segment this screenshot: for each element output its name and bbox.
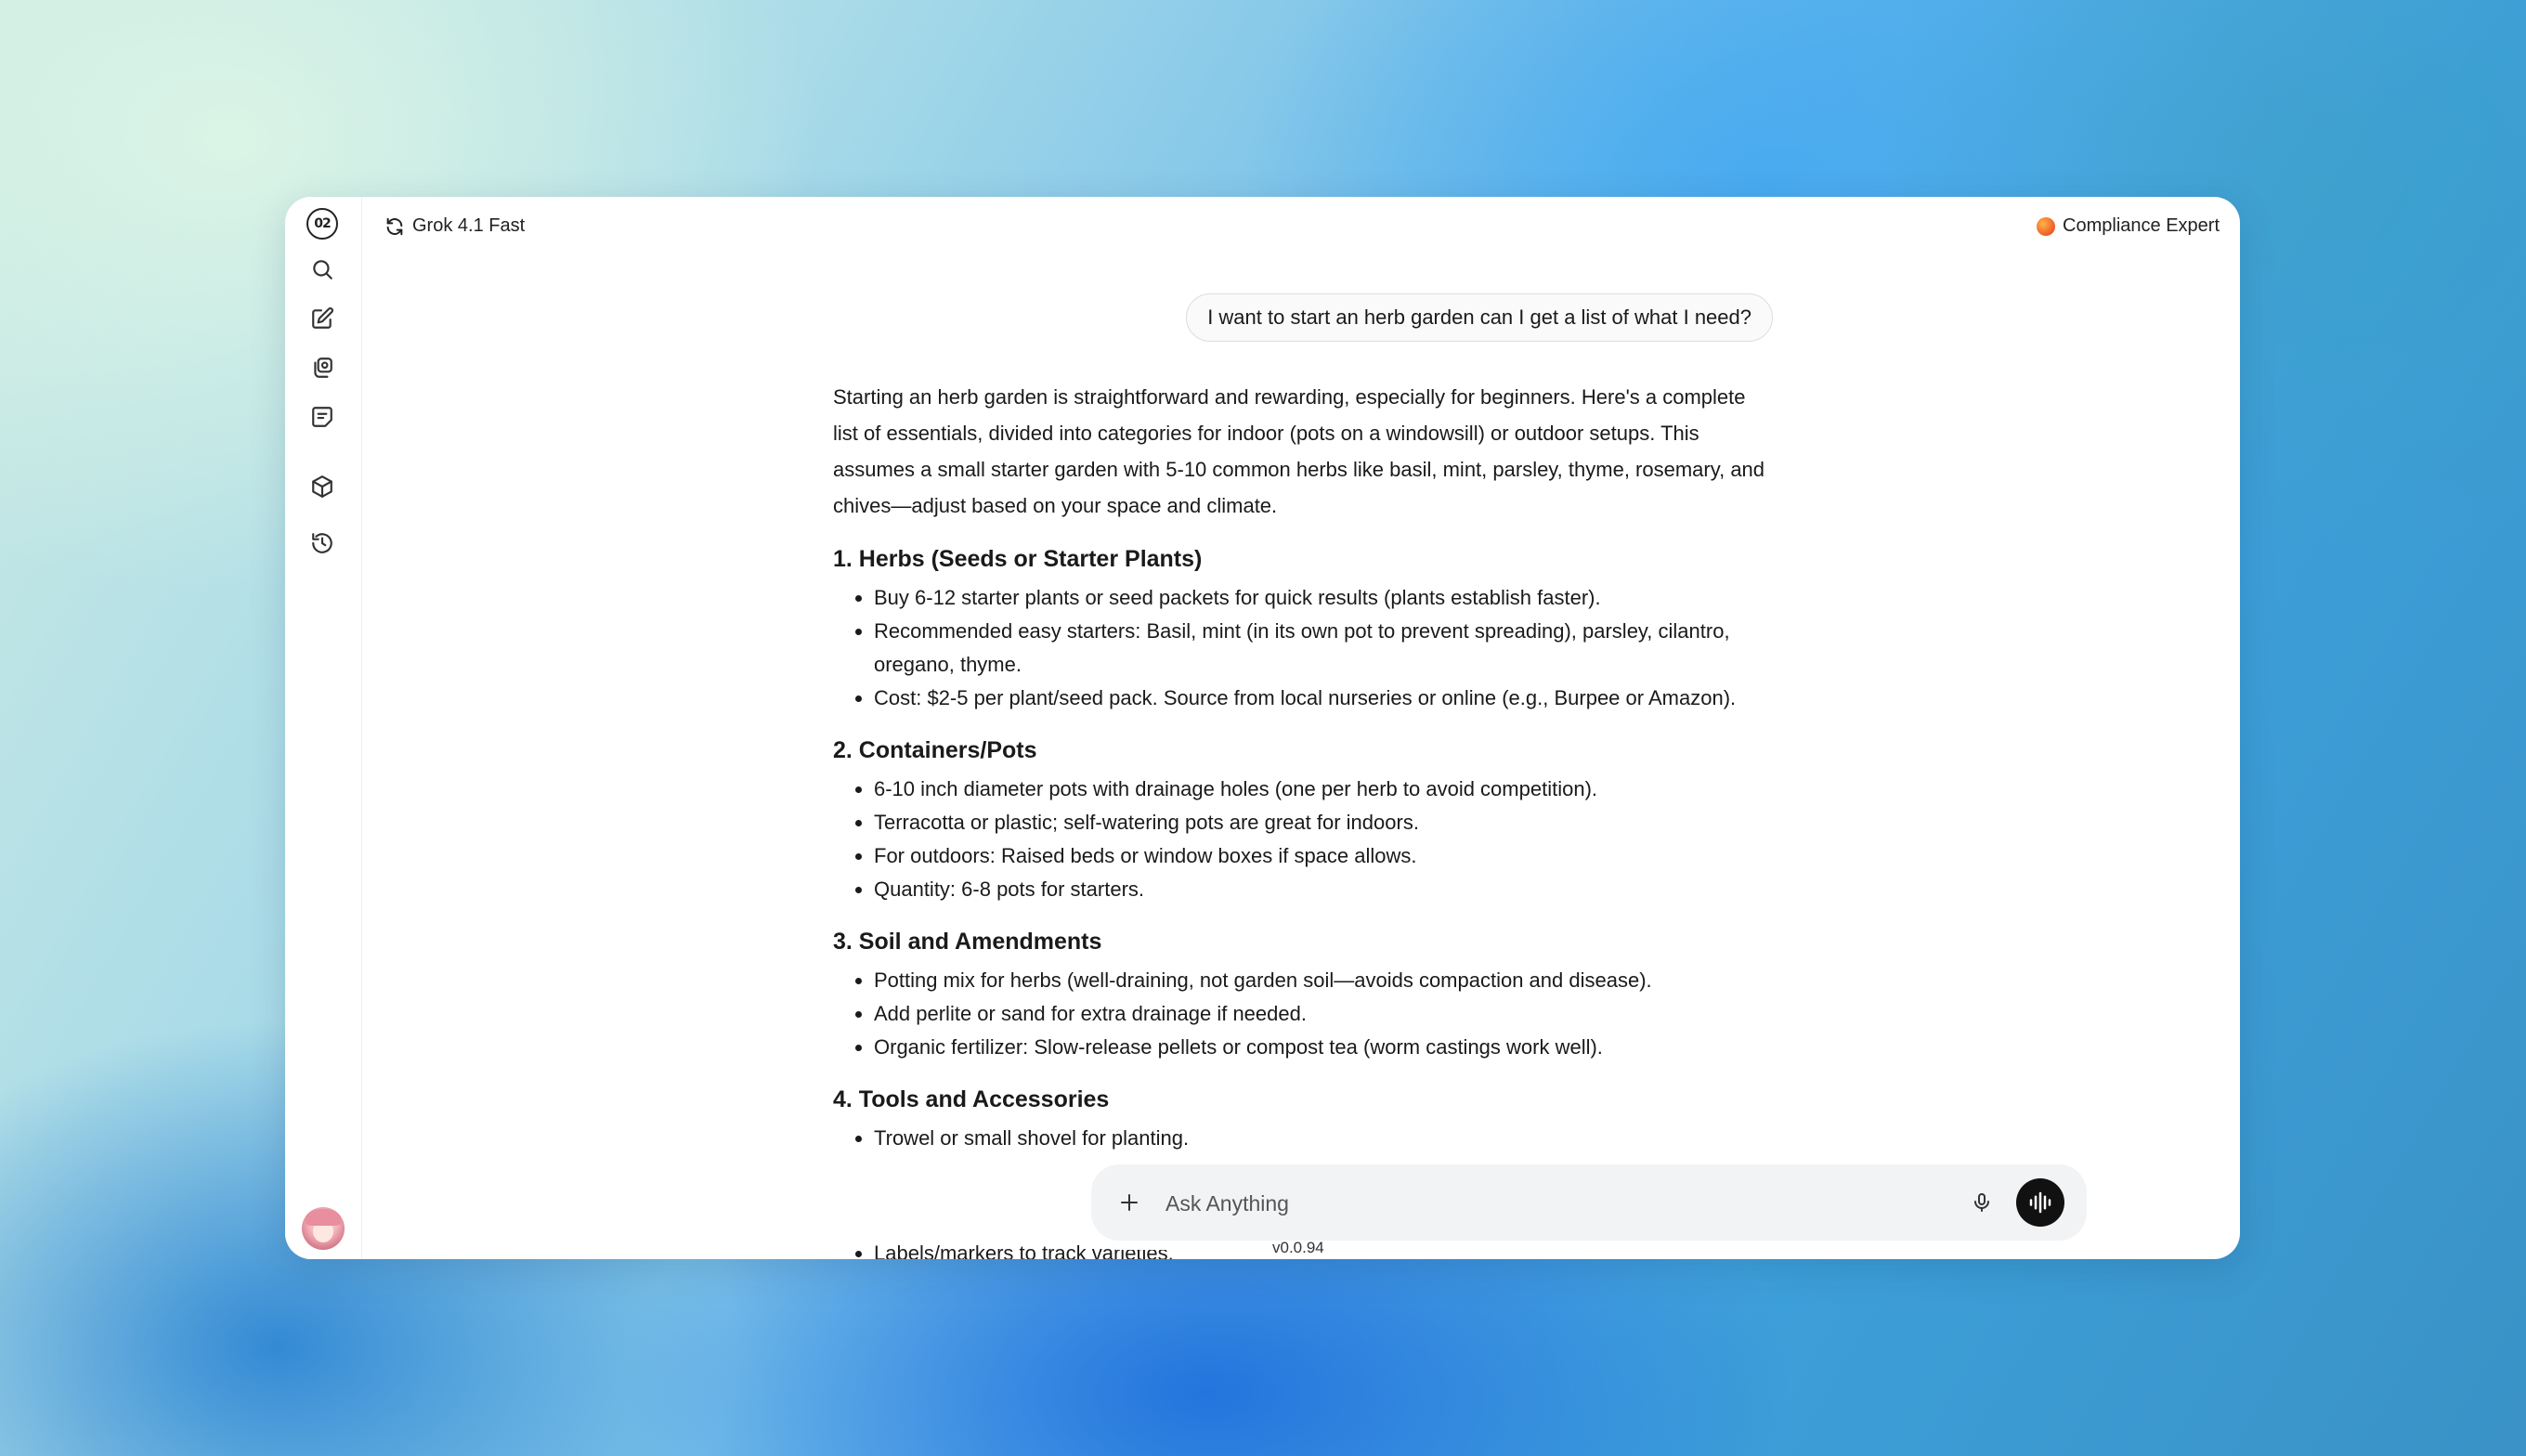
plus-icon <box>1118 1191 1140 1214</box>
model-selector[interactable] <box>384 215 525 237</box>
list-item: • Labels/markers to track varieties. <box>874 1237 1338 1259</box>
add-attachment-button[interactable] <box>1112 1185 1147 1220</box>
list-item: • Add perlite or sand for extra drainage if needed. <box>874 997 1771 1031</box>
notes-icon[interactable] <box>304 398 341 436</box>
persona-label: Compliance Expert <box>2063 215 2220 236</box>
list-item: • Organic fertilizer: Slow-release pellets or compost tea (worm castings work well). <box>874 1031 1771 1064</box>
section-list <box>833 581 1771 715</box>
list-item: • 6-10 inch diameter pots with drainage holes (one per herb to avoid competition). <box>874 773 1771 806</box>
persona-dot-icon <box>2037 217 2055 236</box>
avatar[interactable] <box>302 1207 345 1250</box>
new-chat-icon[interactable] <box>304 300 341 337</box>
list-item: • Trowel or small shovel for planting. <box>874 1122 1771 1155</box>
cube-icon[interactable] <box>304 468 341 505</box>
user-message: I want to start an herb garden can I get a list of what I need? <box>1186 293 1773 342</box>
section-heading: 4. Tools and Accessories <box>833 1086 1110 1112</box>
model-label: Grok 4.1 Fast <box>412 215 526 236</box>
gallery-icon[interactable] <box>304 349 341 386</box>
section-list <box>833 1122 1771 1155</box>
section-heading: 2. Containers/Pots <box>833 737 1037 763</box>
list-item: • Buy 6-12 starter plants or seed packets for quick results (plants establish faster). <box>874 581 1771 615</box>
search-icon[interactable] <box>304 251 341 288</box>
response-intro: Starting an herb garden is straightforward and rewarding, especially for beginners. Here's a complete list of essentials, divided into categories for indoor (pots on a windowsill) or outdoor setups. This assumes a small starter garden with 5-10 common herbs like basil, mint, parsley, thyme, rosemary, and chives—adjust based on your space and climate. <box>833 385 1765 517</box>
list-item: • Quantity: 6-8 pots for starters. <box>874 873 1771 906</box>
section-list <box>833 773 1771 906</box>
voice-mode-button[interactable] <box>2016 1178 2064 1227</box>
assistant-response <box>833 379 1771 1174</box>
list-item: • Terracotta or plastic; self-watering pots are great for indoors. <box>874 806 1771 839</box>
microphone-icon <box>1971 1191 1993 1214</box>
persona-selector[interactable] <box>2037 215 2220 237</box>
waveform-icon <box>2026 1189 2054 1216</box>
list-item: • For outdoors: Raised beds or window boxes if space allows. <box>874 839 1771 873</box>
message-composer <box>1091 1164 2087 1241</box>
section-heading: 3. Soil and Amendments <box>833 929 1102 955</box>
list-item: • Recommended easy starters: Basil, mint (in its own pot to prevent spreading), parsley, cilantro, oregano, thyme. <box>874 615 1771 682</box>
app-logo[interactable]: 02 <box>306 208 338 240</box>
conversation-area <box>826 197 1773 1259</box>
section-list <box>833 964 1771 1064</box>
history-icon[interactable] <box>304 525 341 562</box>
list-item: • Potting mix for herbs (well-draining, not garden soil—avoids compaction and disease). <box>874 964 1771 997</box>
message-input[interactable] <box>1164 1183 1947 1224</box>
version-label: v0.0.94 <box>1272 1239 1324 1256</box>
app-window <box>285 197 2240 1259</box>
microphone-button[interactable] <box>1966 1187 1998 1218</box>
section-heading: 1. Herbs (Seeds or Starter Plants) <box>833 546 1203 572</box>
refresh-icon <box>384 216 405 237</box>
sidebar-rail <box>285 197 362 1259</box>
list-item: • Cost: $2-5 per plant/seed pack. Source from local nurseries or online (e.g., Burpee or Amazon). <box>874 682 1771 715</box>
